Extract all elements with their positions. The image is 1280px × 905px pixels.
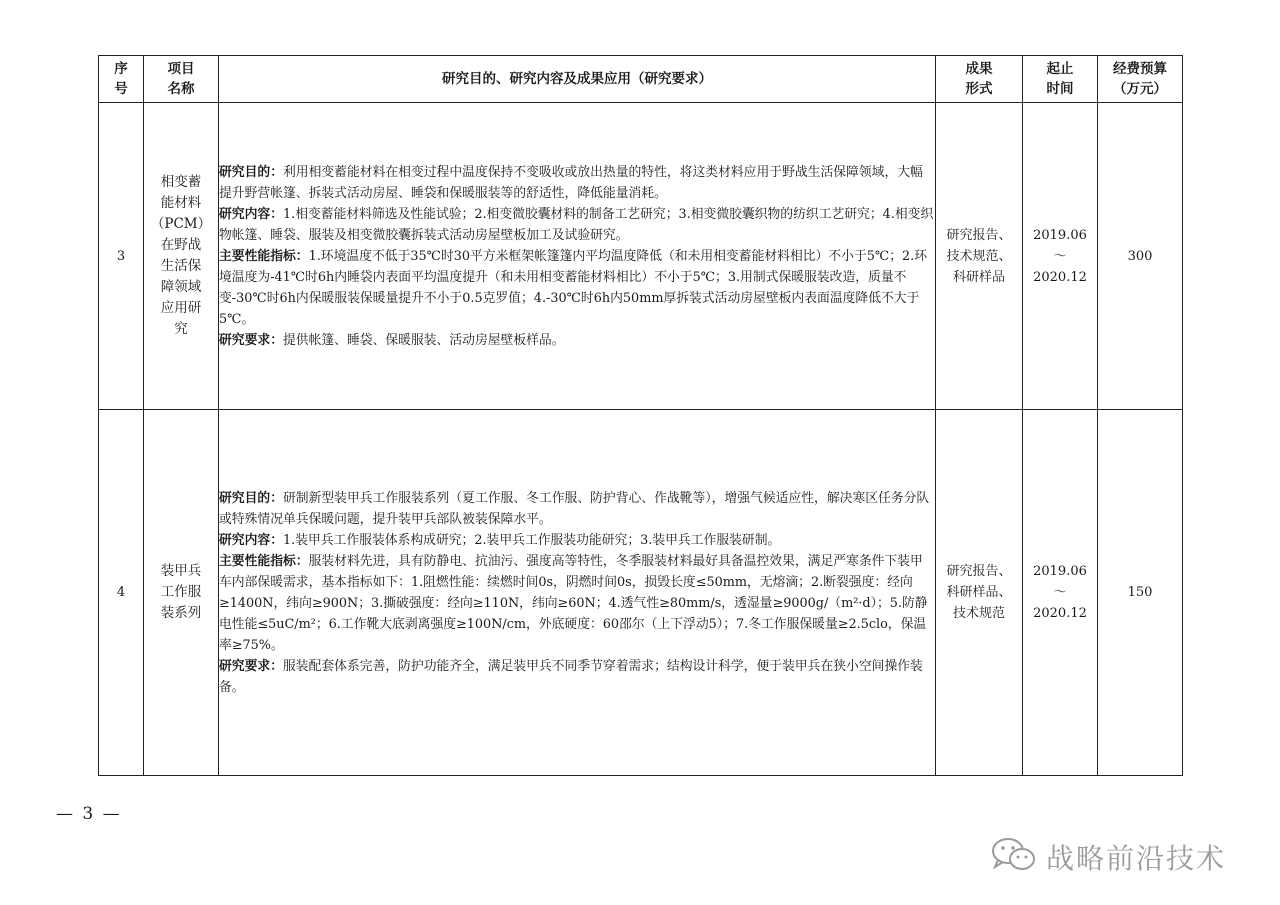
project-period: 2019.06 ～ 2020.12 [1023, 410, 1098, 776]
project-content [219, 410, 936, 776]
section-requirements: 研究要求：服装配套体系完善，防护功能齐全，满足装甲兵不同季节穿着需求；结构设计科学，便于装甲兵在狭小空间操作装备。 [219, 658, 923, 695]
watermark [990, 836, 1226, 878]
row-number: 4 [99, 410, 144, 776]
deliverable-form: 研究报告、 科研样品、 技术规范 [936, 410, 1023, 776]
header-budget: 经费预算 （万元） [1098, 56, 1183, 103]
header-name: 项目 名称 [144, 56, 219, 103]
section-research-content: 研究内容：1.装甲兵工作服装体系构成研究；2.装甲兵工作服装功能研究；3.装甲兵工作服装研制。 [219, 532, 781, 548]
section-purpose: 研究目的：利用相变蓄能材料在相变过程中温度保持不变吸收或放出热量的特性，将这类材料应用于野战生活保障领域，大幅提升野营帐篷、拆装式活动房屋、睡袋和保暖服装等的舒适性，降低能量消耗。 [219, 164, 923, 201]
header-seq: 序 号 [99, 56, 144, 103]
project-budget: 150 [1098, 410, 1183, 776]
section-requirements: 研究要求：提供帐篷、睡袋、保暖服装、活动房屋壁板样品。 [219, 332, 565, 348]
row-number: 3 [99, 103, 144, 410]
section-purpose: 研究目的：研制新型装甲兵工作服装系列（夏工作服、冬工作服、防护背心、作战靴等），增强气候适应性，解决寒区任务分队或特殊情况单兵保暖问题，提升装甲兵部队被装保障水平。 [219, 490, 930, 527]
wechat-icon [990, 836, 1038, 878]
watermark-text: 战略前沿技术 [1046, 842, 1227, 875]
header-content: 研究目的、研究内容及成果应用（研究要求） [219, 56, 936, 103]
section-research-content: 研究内容：1.相变蓄能材料筛选及性能试验；2.相变微胶囊材料的制备工艺研究；3.相变微胶囊织物的纺织工艺研究；4.相变织物帐篷、睡袋、服装及相变微胶囊拆装式活动房屋壁板加工及试验研究。 [219, 206, 934, 243]
research-project-table [98, 55, 1183, 776]
header-form: 成果 形式 [936, 56, 1023, 103]
section-performance-indicators: 主要性能指标：服装材料先进，具有防静电、抗油污、强度高等特性，冬季服装材料最好具备温控效果，满足严寒条件下装甲车内部保暖需求，基本指标如下：1.阻燃性能：续燃时间0s，阴燃时间0s，损毁长度≤50mm，无熔滴；2.断裂强度：经向≥1400N，纬向≥900N；3.撕破强度：经向≥110N，纬向≥60N；4.透气性≥80mm/s，透湿量≥9000g/（m²·d）；5.防静电性能≤5uC/m²；6.工作靴大底剥离强度≥100N/cm，外底硬度：60邵尔（上下浮动5）；7.冬工作服保暖量≥2.5clo，保温率≥75%。 [219, 553, 928, 653]
project-content [219, 103, 936, 410]
project-name: 装甲兵 工作服 装系列 [144, 410, 219, 776]
header-period: 起止 时间 [1023, 56, 1098, 103]
page-number: — 3 — [56, 804, 122, 824]
deliverable-form: 研究报告、 技术规范、 科研样品 [936, 103, 1023, 410]
project-budget: 300 [1098, 103, 1183, 410]
project-period: 2019.06 ～ 2020.12 [1023, 103, 1098, 410]
table-header-row [99, 56, 1183, 103]
table-row [99, 410, 1183, 776]
table-row [99, 103, 1183, 410]
project-name: 相变蓄 能材料 （PCM） 在野战 生活保 障领域 应用研 究 [144, 103, 219, 410]
section-performance-indicators: 主要性能指标：1.环境温度不低于35℃时30平方米框架帐篷篷内平均温度降低（和未用相变蓄能材料相比）不小于5℃；2.环境温度为-41℃时6h内睡袋内表面平均温度提升（和未用相变蓄能材料相比）不小于5℃；3.用制式保暖服装改造，质量不变-30℃时6h内保暖服装保暖量提升不小于0.5克罗值；4.-30℃时6h内50mm厚拆装式活动房屋壁板内表面温度降低不大于5℃。 [219, 248, 928, 327]
